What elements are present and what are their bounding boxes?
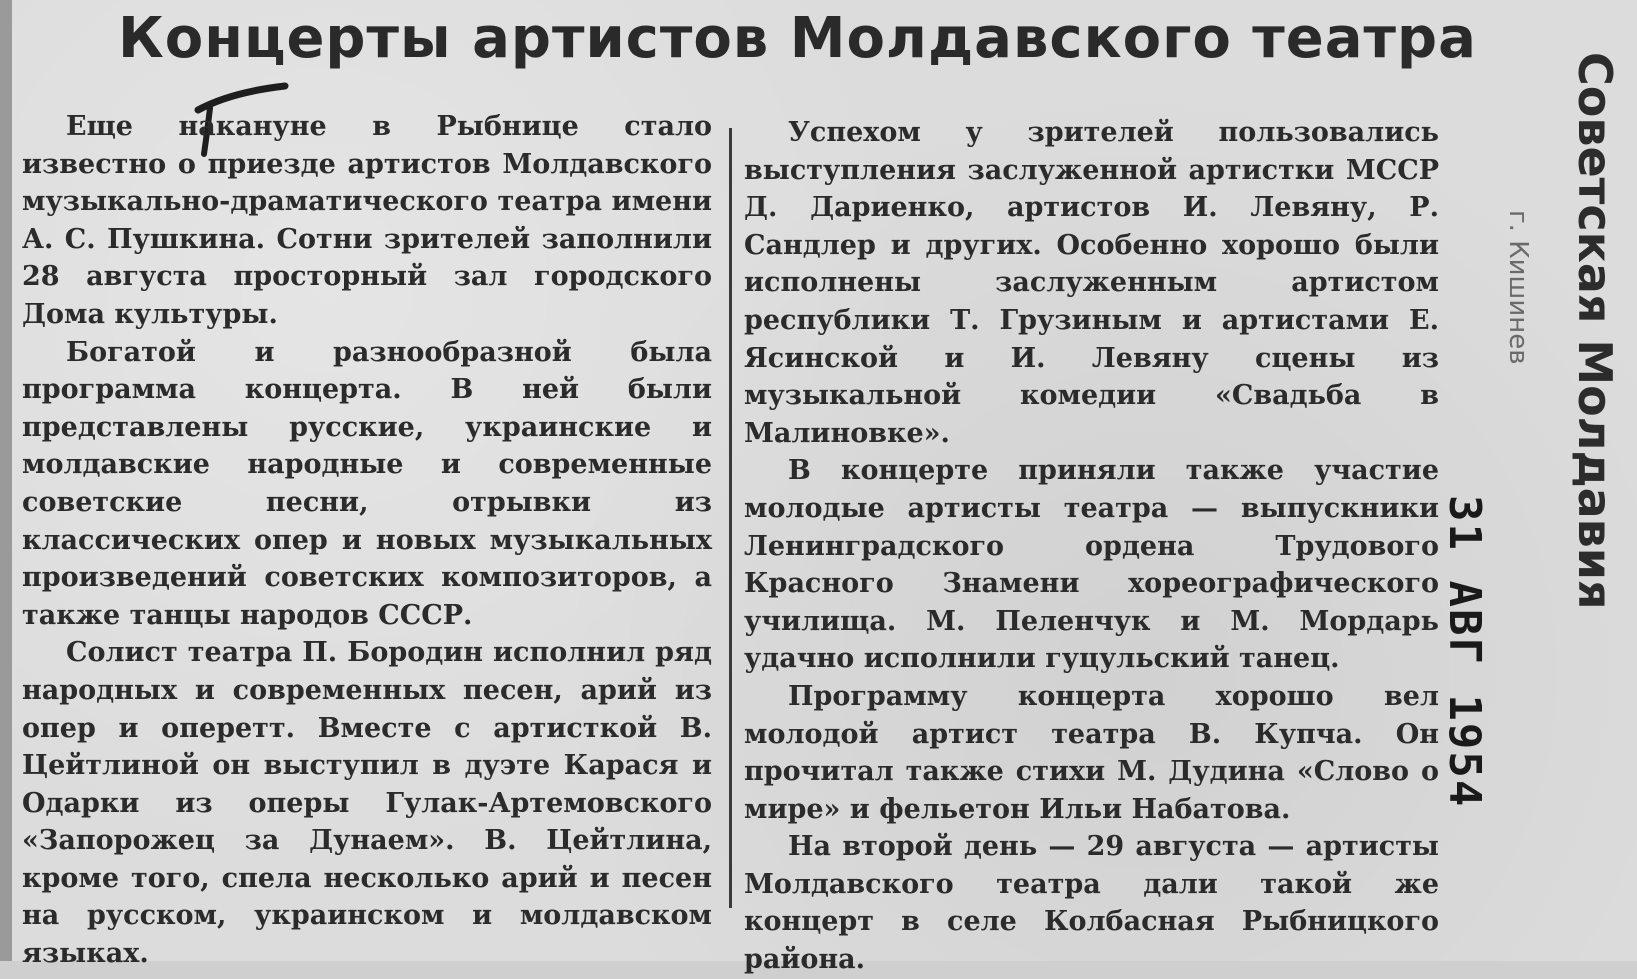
column-divider — [729, 128, 732, 908]
paragraph: Успехом у зрителей пользовались выступления заслуженной артистки МССР Д. Дариенко, артистов И. Левяну, Р. Сандлер и других. Особенно хорошо были исполнены заслуженным артистом республики Т. Грузиным и артистами Е. Ясинской и И. Левяну сцены из музыкальной комедии «Свадьба в Малиновке». — [744, 117, 1439, 449]
article-column-left — [22, 108, 712, 973]
paragraph: Богатой и разнообразной была программа концерта. В ней были представлены русские, украинские и молдавские народные и современные советские песни, отрывки из классических опер и новых музыкальных произведений советских композиторов, а также танцы народов СССР. — [22, 336, 712, 631]
paragraph: В концерте приняли также участие молодые артисты театра — выпускники Ленинградского ордена Трудового Красного Знамени хореографического училища. М. Пеленчук и М. Мордарь удачно исполнили гуцульский танец. — [744, 455, 1439, 675]
date-stamp: 31 АВГ 1954 — [1439, 495, 1490, 809]
article-column-right — [744, 114, 1439, 979]
paragraph: На второй день — 29 августа — артисты Молдавского театра дали такой же концерт в селе Колбасная Рыбницкого района. — [744, 831, 1439, 976]
article-headline: Концерты артистов Молдавского театра — [118, 6, 1477, 71]
paragraph: Еще накануне в Рыбнице стало известно о приезде артистов Молдавского музыкально-драматического театра имени А. С. Пушкина. Сотни зрителей заполнили 28 августа просторный зал городского Дома культуры. — [22, 111, 712, 330]
paragraph: Солист театра П. Бородин исполнил ряд народных и современных песен, арий из опер и оперетт. Вместе с артисткой В. Цейтлиной он выступил в дуэте Карася и Одарки из оперы Гулак-Артемовского «Запорожец за Дунаем». В. Цейтлина, кроме того, спела несколько арий и песен на русском, украинском и молдавском языках. — [22, 637, 712, 970]
clipping-edge-shadow — [0, 0, 12, 961]
newspaper-masthead: Советская Молдавия — [1568, 52, 1622, 610]
masthead-city: г. Кишинев — [1503, 210, 1533, 365]
paragraph: Программу концерта хорошо вел молодой артист театра В. Купча. Он прочитал также стихи М. Дудина «Слово о мире» и фельетон Ильи Набатова. — [744, 680, 1439, 825]
